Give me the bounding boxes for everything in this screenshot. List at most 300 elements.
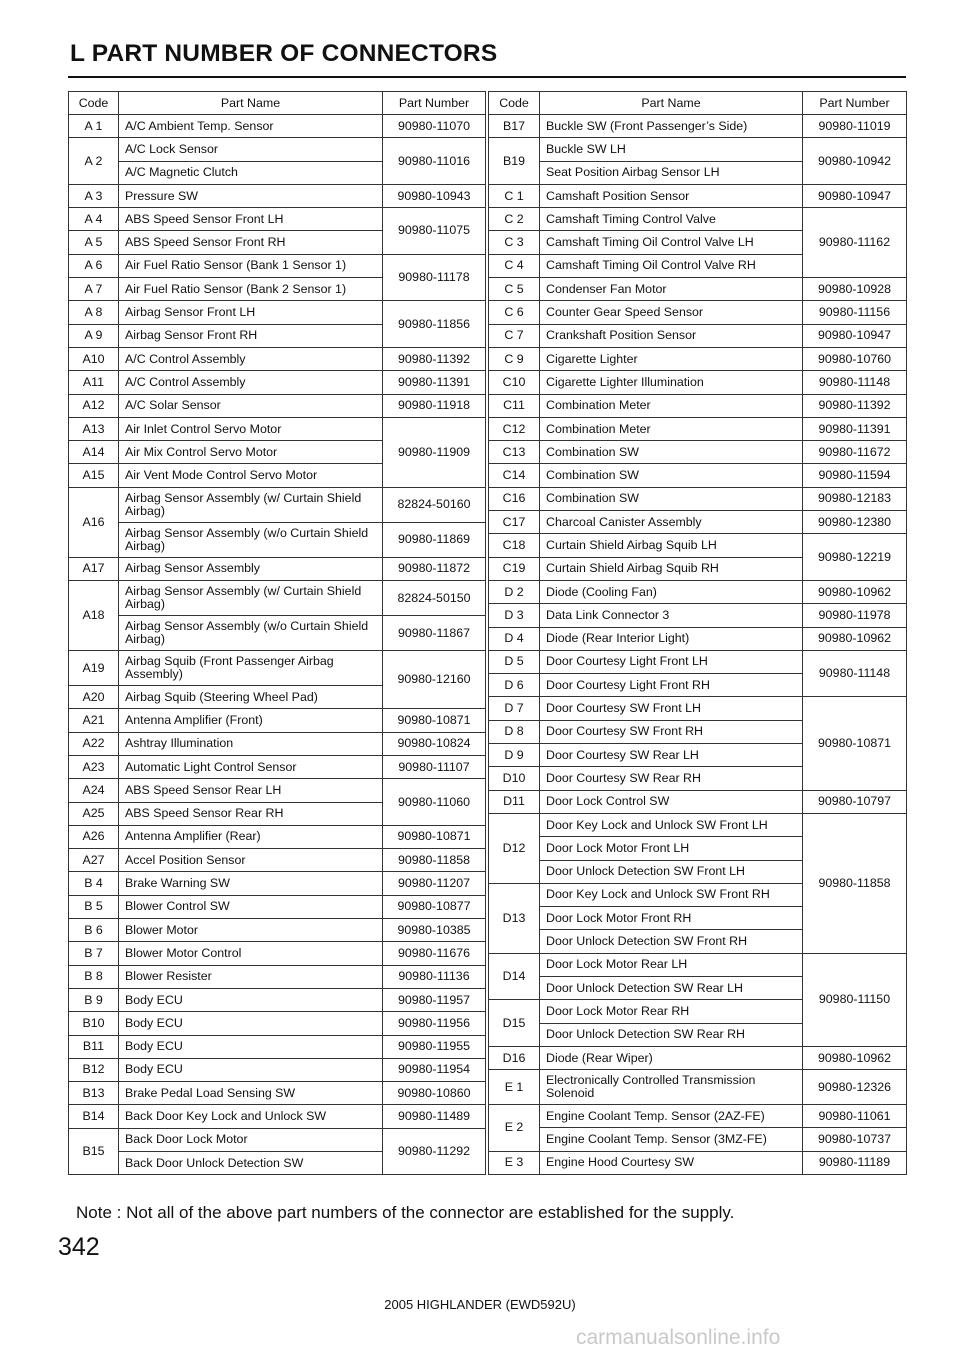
connector-code: C13 [489,441,540,464]
connector-code: A 3 [69,184,119,207]
part-number: 90980-10824 [383,732,486,755]
table-row [69,755,486,778]
connector-code: A25 [69,802,119,825]
connector-code: D 9 [489,744,540,767]
table-row [489,371,907,394]
table-row [69,1058,486,1081]
part-name: Engine Coolant Temp. Sensor (2AZ-FE) [540,1105,803,1128]
part-number: 90980-10962 [803,580,907,603]
part-number: 90980-11391 [803,417,907,440]
connector-code: A 7 [69,278,119,301]
part-number: 90980-12219 [803,534,907,581]
part-name: ABS Speed Sensor Rear LH [119,779,383,802]
connector-code: B12 [69,1058,119,1081]
header-code: Code [69,92,119,115]
part-number: 90980-11954 [383,1058,486,1081]
table-row [489,1046,907,1069]
part-name: Airbag Sensor Assembly (w/o Curtain Shield Airbag) [119,616,383,651]
part-number: 90980-11955 [383,1035,486,1058]
table-row [489,697,907,720]
table-row [69,965,486,988]
part-name: Door Courtesy SW Front RH [540,720,803,743]
part-number: 90980-11019 [803,115,907,138]
watermark: carmanualsonline.info [576,1326,781,1349]
table-row [489,580,907,603]
part-number: 90980-11489 [383,1105,486,1128]
connector-code: A 2 [69,138,119,185]
connector-code: D 8 [489,720,540,743]
table-header-row [69,92,486,115]
part-name: Body ECU [119,988,383,1011]
connector-code: A 4 [69,208,119,231]
connector-code: A24 [69,779,119,802]
table-row [489,208,907,231]
part-name: Door Courtesy SW Rear RH [540,767,803,790]
table-row [69,394,486,417]
connector-code: C17 [489,511,540,534]
part-name: Combination Meter [540,394,803,417]
part-name: Accel Position Sensor [119,849,383,872]
part-number: 90980-11060 [383,779,486,826]
part-number: 90980-12326 [803,1070,907,1105]
table-row [489,138,907,161]
table-row [69,779,486,802]
connector-code: B14 [69,1105,119,1128]
part-name: Blower Motor [119,919,383,942]
part-name: Automatic Light Control Sensor [119,755,383,778]
part-name: Door Courtesy Light Front LH [540,650,803,673]
table-row [69,919,486,942]
table-row [69,417,486,440]
part-name: Door Unlock Detection SW Rear RH [540,1023,803,1046]
part-number: 90980-11107 [383,755,486,778]
part-number: 90980-11392 [803,394,907,417]
part-name: Engine Hood Courtesy SW [540,1151,803,1174]
part-number: 90980-11148 [803,371,907,394]
part-name: Air Inlet Control Servo Motor [119,417,383,440]
table-row [489,347,907,370]
connector-code: C16 [489,487,540,510]
supply-note: Note : Not all of the above part numbers of the connector are established for the supply. [76,1203,735,1222]
connector-code: C 3 [489,231,540,254]
connector-code: D 6 [489,674,540,697]
connector-code: B11 [69,1035,119,1058]
part-name: Back Door Lock Motor [119,1128,383,1151]
table-row [69,1105,486,1128]
connector-code: D 7 [489,697,540,720]
connector-code: A19 [69,651,119,686]
connector-code: A20 [69,686,119,709]
table-row [489,1151,907,1174]
table-row [69,138,486,161]
part-name: Camshaft Timing Control Valve [540,208,803,231]
part-name: Body ECU [119,1035,383,1058]
page-title: L PART NUMBER OF CONNECTORS [70,40,498,67]
connector-code: D16 [489,1046,540,1069]
part-number: 90980-11148 [803,650,907,697]
part-name: Air Fuel Ratio Sensor (Bank 2 Sensor 1) [119,278,383,301]
connector-code: A10 [69,347,119,370]
part-number: 90980-11150 [803,953,907,1046]
table-row [69,942,486,965]
connector-code: D 2 [489,580,540,603]
part-number: 90980-11918 [383,394,486,417]
table-row [489,1128,907,1151]
part-name: Engine Coolant Temp. Sensor (3MZ-FE) [540,1128,803,1151]
part-number: 90980-11070 [383,115,486,138]
table-row [69,616,486,651]
part-number: 90980-10871 [383,709,486,732]
part-name: Door Lock Control SW [540,790,803,813]
connector-code: B 9 [69,988,119,1011]
part-name: A/C Solar Sensor [119,394,383,417]
part-number: 90980-10943 [383,184,486,207]
table-row [489,1105,907,1128]
connector-code: B 8 [69,965,119,988]
part-name: Back Door Unlock Detection SW [119,1151,383,1174]
part-name: Blower Motor Control [119,942,383,965]
connector-code: C19 [489,557,540,580]
connector-code: A 5 [69,231,119,254]
connector-code: D12 [489,813,540,883]
connector-code: B19 [489,138,540,185]
connector-code: B15 [69,1128,119,1175]
part-name: Body ECU [119,1058,383,1081]
part-name: Door Unlock Detection SW Front LH [540,860,803,883]
table-row [69,872,486,895]
connector-code: B 6 [69,919,119,942]
table-header-row [489,92,907,115]
part-number: 90980-12160 [383,651,486,709]
right-parts-table [488,91,907,1175]
connector-code: B 7 [69,942,119,965]
connector-code: A11 [69,371,119,394]
connector-code: A18 [69,581,119,651]
part-number: 90980-11292 [383,1128,486,1175]
part-name: Door Courtesy SW Rear LH [540,744,803,767]
table-row [69,1035,486,1058]
table-row [489,301,907,324]
part-name: Diode (Rear Wiper) [540,1046,803,1069]
connector-code: B13 [69,1082,119,1105]
table-row [489,1070,907,1105]
part-name: ABS Speed Sensor Front RH [119,231,383,254]
connector-code: B17 [489,115,540,138]
part-name: Combination Meter [540,417,803,440]
part-number: 90980-12183 [803,487,907,510]
connector-code: D15 [489,1000,540,1047]
part-name: Brake Warning SW [119,872,383,895]
part-name: Crankshaft Position Sensor [540,324,803,347]
part-number: 90980-10947 [803,184,907,207]
part-name: Airbag Sensor Assembly (w/ Curtain Shield Airbag) [119,487,383,522]
connector-code: C 4 [489,254,540,277]
part-name: ABS Speed Sensor Front LH [119,208,383,231]
part-name: Condenser Fan Motor [540,278,803,301]
part-name: Airbag Sensor Assembly (w/ Curtain Shield Airbag) [119,581,383,616]
part-name: Door Lock Motor Front RH [540,907,803,930]
table-row [489,511,907,534]
table-row [69,709,486,732]
part-number: 90980-10942 [803,138,907,185]
table-row [489,813,907,836]
header-part-number: Part Number [803,92,907,115]
part-number: 90980-10877 [383,895,486,918]
table-row [69,184,486,207]
part-name: Door Unlock Detection SW Front RH [540,930,803,953]
part-number: 90980-11978 [803,604,907,627]
part-number: 90980-11178 [383,254,486,301]
connector-code: A23 [69,755,119,778]
connector-code: C 5 [489,278,540,301]
part-number: 90980-10928 [803,278,907,301]
part-number: 90980-11162 [803,208,907,278]
part-name: Cigarette Lighter Illumination [540,371,803,394]
connector-code: D11 [489,790,540,813]
part-name: Door Unlock Detection SW Rear LH [540,976,803,999]
part-name: Airbag Sensor Front LH [119,301,383,324]
table-row [489,487,907,510]
connector-code: C 1 [489,184,540,207]
table-row [489,534,907,557]
table-row [69,208,486,231]
connector-code: A21 [69,709,119,732]
part-number: 90980-12380 [803,511,907,534]
part-name: Buckle SW LH [540,138,803,161]
table-row [489,953,907,976]
part-name: Charcoal Canister Assembly [540,511,803,534]
table-row [69,895,486,918]
table-row [69,825,486,848]
part-number: 90980-11207 [383,872,486,895]
part-name: A/C Control Assembly [119,371,383,394]
connector-code: C11 [489,394,540,417]
connector-code: B 4 [69,872,119,895]
part-number: 90980-11061 [803,1105,907,1128]
part-name: Camshaft Position Sensor [540,184,803,207]
part-name: Curtain Shield Airbag Squib RH [540,557,803,580]
header-part-name: Part Name [119,92,383,115]
part-name: Air Mix Control Servo Motor [119,441,383,464]
part-name: Diode (Cooling Fan) [540,580,803,603]
part-name: Diode (Rear Interior Light) [540,627,803,650]
part-name: Antenna Amplifier (Rear) [119,825,383,848]
table-row [69,115,486,138]
connector-code: D14 [489,953,540,1000]
part-name: Camshaft Timing Oil Control Valve LH [540,231,803,254]
connector-code: C18 [489,534,540,557]
table-row [69,254,486,277]
connector-code: A27 [69,849,119,872]
connector-code: A 6 [69,254,119,277]
part-number: 90980-11391 [383,371,486,394]
table-row [489,115,907,138]
part-name: Combination SW [540,441,803,464]
title-rule [68,76,906,78]
table-row [69,849,486,872]
page-number: 342 [58,1233,100,1261]
part-name: Seat Position Airbag Sensor LH [540,161,803,184]
part-number: 90980-10797 [803,790,907,813]
part-number: 90980-11594 [803,464,907,487]
table-row [489,627,907,650]
part-number: 90980-11016 [383,138,486,185]
part-name: Door Key Lock and Unlock SW Front LH [540,813,803,836]
connector-code: D13 [489,883,540,953]
part-number: 90980-11858 [383,849,486,872]
table-row [69,371,486,394]
table-row [69,1012,486,1035]
connector-code: A17 [69,557,119,580]
part-name: Airbag Squib (Steering Wheel Pad) [119,686,383,709]
part-name: Pressure SW [119,184,383,207]
part-name: Airbag Sensor Assembly (w/o Curtain Shield Airbag) [119,522,383,557]
table-row [489,464,907,487]
connector-code: D 4 [489,627,540,650]
part-name: Electronically Controlled Transmission Solenoid [540,1070,803,1105]
connector-code: C 6 [489,301,540,324]
table-row [489,184,907,207]
part-number: 90980-11872 [383,557,486,580]
part-name: Air Fuel Ratio Sensor (Bank 1 Sensor 1) [119,254,383,277]
connector-code: C 2 [489,208,540,231]
part-name: Brake Pedal Load Sensing SW [119,1082,383,1105]
part-name: A/C Control Assembly [119,347,383,370]
part-name: A/C Lock Sensor [119,138,383,161]
connector-code: A15 [69,464,119,487]
table-row [489,604,907,627]
part-name: A/C Magnetic Clutch [119,161,383,184]
part-number: 82824-50160 [383,487,486,522]
part-name: Counter Gear Speed Sensor [540,301,803,324]
table-row [69,651,486,686]
connector-code: A 1 [69,115,119,138]
connector-code: E 3 [489,1151,540,1174]
part-number: 90980-10871 [383,825,486,848]
part-number: 90980-11075 [383,208,486,255]
part-number: 90980-10737 [803,1128,907,1151]
part-name: Camshaft Timing Oil Control Valve RH [540,254,803,277]
left-parts-table [68,91,486,1175]
part-number: 90980-11392 [383,347,486,370]
table-row [489,650,907,673]
header-code: Code [489,92,540,115]
part-name: Blower Resister [119,965,383,988]
part-number: 90980-11672 [803,441,907,464]
connector-code: A22 [69,732,119,755]
connector-code: A12 [69,394,119,417]
connector-code: C14 [489,464,540,487]
part-name: Door Lock Motor Front LH [540,837,803,860]
table-row [69,988,486,1011]
part-name: Air Vent Mode Control Servo Motor [119,464,383,487]
connector-code: D 5 [489,650,540,673]
part-name: Airbag Sensor Assembly [119,557,383,580]
connector-code: A14 [69,441,119,464]
table-row [489,394,907,417]
part-number: 90980-11869 [383,522,486,557]
part-number: 90980-11956 [383,1012,486,1035]
part-number: 90980-11676 [383,942,486,965]
table-row [489,417,907,440]
part-name: Back Door Key Lock and Unlock SW [119,1105,383,1128]
part-name: Buckle SW (Front Passenger’s Side) [540,115,803,138]
part-name: Door Lock Motor Rear RH [540,1000,803,1023]
part-name: Door Courtesy Light Front RH [540,674,803,697]
table-row [69,347,486,370]
part-number: 90980-10947 [803,324,907,347]
part-number: 90980-11156 [803,301,907,324]
part-number: 90980-11909 [383,417,486,487]
part-name: ABS Speed Sensor Rear RH [119,802,383,825]
table-row [489,790,907,813]
table-row [69,557,486,580]
part-name: Door Key Lock and Unlock SW Front RH [540,883,803,906]
part-name: Airbag Squib (Front Passenger Airbag Assembly) [119,651,383,686]
connector-code: E 1 [489,1070,540,1105]
connector-code: C12 [489,417,540,440]
footer-doc-id: 2005 HIGHLANDER (EWD592U) [384,1297,576,1312]
part-number: 90980-10385 [383,919,486,942]
table-row [69,581,486,616]
table-row [69,1082,486,1105]
connector-code: A13 [69,417,119,440]
part-name: Body ECU [119,1012,383,1035]
table-row [489,324,907,347]
table-row [69,732,486,755]
connector-code: D 3 [489,604,540,627]
part-name: Door Courtesy SW Front LH [540,697,803,720]
connector-code: B 5 [69,895,119,918]
connector-code: A 8 [69,301,119,324]
part-name: Door Lock Motor Rear LH [540,953,803,976]
connector-code: A16 [69,487,119,557]
connector-code: E 2 [489,1105,540,1152]
part-name: A/C Ambient Temp. Sensor [119,115,383,138]
table-row [69,522,486,557]
part-number: 90980-10871 [803,697,907,790]
part-name: Ashtray Illumination [119,732,383,755]
part-name: Antenna Amplifier (Front) [119,709,383,732]
part-name: Data Link Connector 3 [540,604,803,627]
part-number: 90980-10962 [803,1046,907,1069]
connector-code: A 9 [69,324,119,347]
part-name: Cigarette Lighter [540,347,803,370]
part-number: 90980-11136 [383,965,486,988]
part-number: 82824-50150 [383,581,486,616]
part-number: 90980-11856 [383,301,486,348]
part-number: 90980-10962 [803,627,907,650]
connector-code: C10 [489,371,540,394]
connector-code: D10 [489,767,540,790]
part-number: 90980-10860 [383,1082,486,1105]
table-row [69,301,486,324]
part-number: 90980-10760 [803,347,907,370]
table-row [489,278,907,301]
table-row [489,441,907,464]
part-name: Airbag Sensor Front RH [119,324,383,347]
connector-code: A26 [69,825,119,848]
part-number: 90980-11957 [383,988,486,1011]
table-row [69,487,486,522]
connector-code: C 9 [489,347,540,370]
part-name: Blower Control SW [119,895,383,918]
part-name: Curtain Shield Airbag Squib LH [540,534,803,557]
part-name: Combination SW [540,464,803,487]
part-name: Combination SW [540,487,803,510]
table-row [69,1128,486,1151]
part-number: 90980-11867 [383,616,486,651]
